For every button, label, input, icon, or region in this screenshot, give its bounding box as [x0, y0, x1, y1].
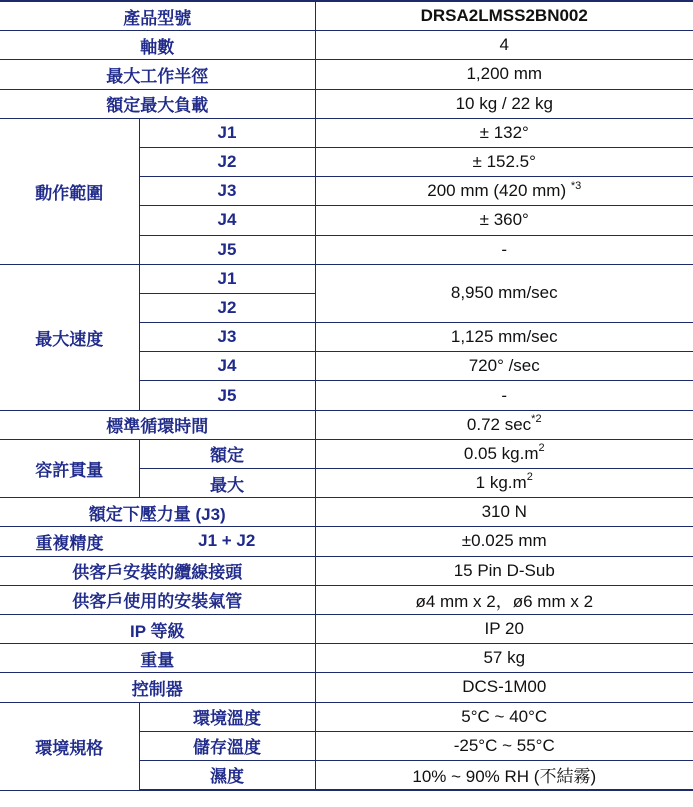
speed-j4-value: 720° /sec — [315, 352, 693, 381]
table-row — [0, 1, 693, 31]
inertia-rated-label: 額定 — [139, 439, 315, 468]
weight-value: 57 kg — [315, 644, 693, 673]
air-pipe-label: 供客戶使用的安裝氣管 — [0, 585, 315, 614]
humidity-value: 10% ~ 90% RH (不結霧) — [315, 760, 693, 790]
push-force-label: 額定下壓力量 (J3) — [0, 498, 315, 527]
controller-label: 控制器 — [0, 673, 315, 702]
motion-j5-value: - — [315, 235, 693, 264]
environment-label: 環境規格 — [0, 702, 139, 790]
motion-j3-value: 200 mm (420 mm) — [427, 181, 571, 201]
motion-j3-note: *3 — [570, 179, 582, 192]
rated-payload-label: 額定最大負載 — [0, 89, 315, 118]
speed-j3-label: J3 — [139, 323, 315, 352]
repeatability-label: 重複精度 — [0, 527, 139, 556]
ip-rating-value: IP 20 — [315, 614, 693, 643]
cycle-time-note: *2 — [531, 413, 542, 426]
ambient-temp-value: 5°C ~ 40°C — [315, 702, 693, 731]
table-row — [0, 439, 693, 468]
table-row — [0, 556, 693, 585]
speed-j5-value: - — [315, 381, 693, 410]
motion-j3-label: J3 — [139, 177, 315, 206]
table-row — [0, 264, 693, 293]
table-row — [0, 410, 693, 439]
repeatability-sub-label: J1 + J2 — [139, 527, 315, 556]
rated-payload-value: 10 kg / 22 kg — [315, 89, 693, 118]
model-label: 產品型號 — [0, 1, 315, 31]
inertia-rated-value: 0.05 kg.m — [463, 443, 539, 463]
motion-j3-cell — [315, 177, 693, 206]
humidity-label: 濕度 — [139, 760, 315, 790]
inertia-rated-cell — [315, 439, 693, 468]
speed-j4-label: J4 — [139, 352, 315, 381]
cable-connector-label: 供客戶安裝的纜線接頭 — [0, 556, 315, 585]
speed-j3-value: 1,125 mm/sec — [315, 323, 693, 352]
motion-j2-value: ± 152.5° — [315, 147, 693, 176]
table-row — [0, 673, 693, 702]
inertia-rated-exp: 2 — [538, 442, 545, 455]
push-force-value: 310 N — [315, 498, 693, 527]
cable-connector-value: 15 Pin D-Sub — [315, 556, 693, 585]
speed-j12-value: 8,950 mm/sec — [315, 264, 693, 322]
inertia-max-exp: 2 — [526, 471, 533, 484]
table-row — [0, 89, 693, 118]
max-radius-label: 最大工作半徑 — [0, 60, 315, 89]
model-value: DRSA2LMSS2BN002 — [315, 1, 693, 31]
ambient-temp-label: 環境溫度 — [139, 702, 315, 731]
max-radius-value: 1,200 mm — [315, 60, 693, 89]
motion-j1-value: ± 132° — [315, 118, 693, 147]
table-row — [0, 527, 693, 556]
air-pipe-value: ø4 mm x 2，ø6 mm x 2 — [315, 585, 693, 614]
motion-j1-label: J1 — [139, 118, 315, 147]
table-row — [0, 585, 693, 614]
axes-label: 軸數 — [0, 31, 315, 60]
motion-j5-label: J5 — [139, 235, 315, 264]
motion-j2-label: J2 — [139, 147, 315, 176]
max-speed-label: 最大速度 — [0, 264, 139, 410]
ip-rating-label: IP 等級 — [0, 614, 315, 643]
motion-j4-value: ± 360° — [315, 206, 693, 235]
cycle-time-value: 0.72 sec — [466, 414, 532, 434]
inertia-max-label: 最大 — [139, 469, 315, 498]
storage-temp-label: 儲存溫度 — [139, 731, 315, 760]
motion-j4-label: J4 — [139, 206, 315, 235]
speed-j1-label: J1 — [139, 264, 315, 293]
storage-temp-value: -25°C ~ 55°C — [315, 731, 693, 760]
table-row — [0, 614, 693, 643]
repeatability-value: ±0.025 mm — [315, 527, 693, 556]
table-row — [0, 702, 693, 731]
inertia-label: 容許貫量 — [0, 439, 139, 497]
table-row — [0, 60, 693, 89]
table-row — [0, 118, 693, 147]
axes-value: 4 — [315, 31, 693, 60]
cycle-time-label: 標準循環時間 — [0, 410, 315, 439]
table-row — [0, 644, 693, 673]
speed-j2-label: J2 — [139, 293, 315, 322]
table-row — [0, 498, 693, 527]
inertia-max-value: 1 kg.m — [475, 473, 527, 493]
weight-label: 重量 — [0, 644, 315, 673]
cycle-time-cell — [315, 410, 693, 439]
inertia-max-cell — [315, 469, 693, 498]
speed-j5-label: J5 — [139, 381, 315, 410]
table-row — [0, 31, 693, 60]
motion-range-label: 動作範圍 — [0, 118, 139, 264]
controller-value: DCS-1M00 — [315, 673, 693, 702]
